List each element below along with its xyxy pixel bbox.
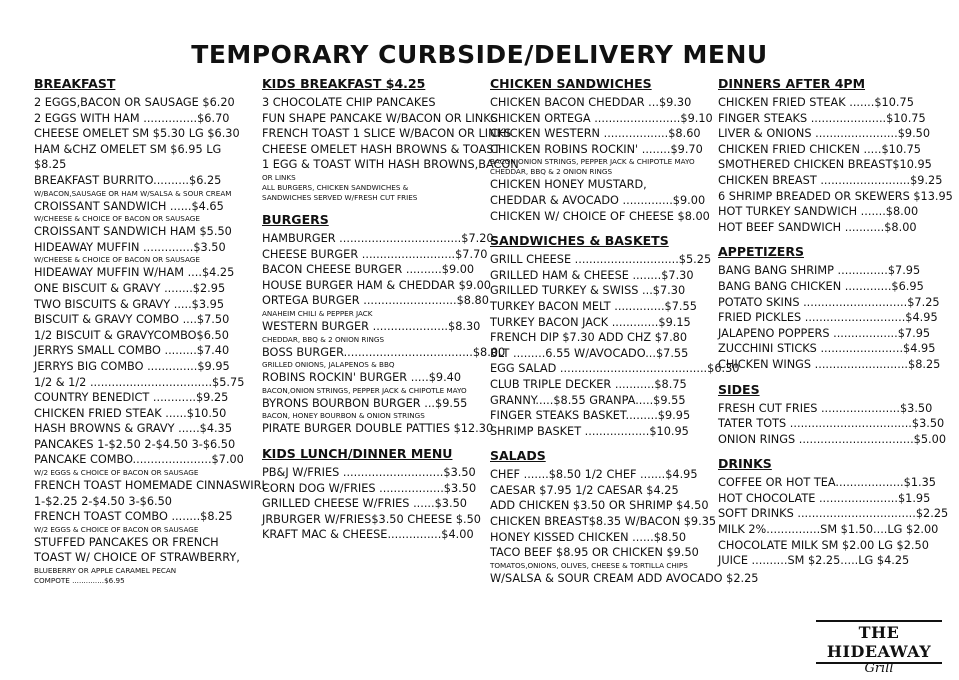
menu-item: TACO BEEF $8.95 OR CHICKEN $9.50 [490,546,699,560]
menu-item: GRILL CHEESE .............................$5.25 [490,253,712,267]
menu-item: HOUSE BURGER HAM & CHEDDAR $9.00 [262,278,491,292]
menu-item: HOT TURKEY SANDWICH .......$8.00 [718,205,919,219]
menu-item: ROBINS ROCKIN' BURGER .....$9.40 [262,371,462,385]
menu-item: BYRONS BOURBON BURGER ...$9.55 [262,396,468,410]
menu-item: MILK 2%...............SM $1.50....LG $2.00 [718,523,939,537]
menu-item: PIRATE BURGER DOUBLE PATTIES $12.30 [262,422,494,436]
menu-item: 2 EGGS WITH HAM ...............$6.70 [34,111,230,125]
menu-item: FRESH CUT FRIES ......................$3.50 [718,401,933,415]
menu-item: CHOCOLATE MILK SM $2.00 LG $2.50 [718,538,929,552]
item-note: CHEDDAR, BBQ & 2 ONION RINGS [490,167,613,177]
menu-item: CHICKEN FRIED STEAK .......$10.75 [718,96,914,109]
menu-item: HONEY KISSED CHICKEN ......$8.50 [490,530,687,544]
menu-item: HAMBURGER ..................................$7.20 [262,231,494,245]
menu-item: HASH BROWNS & GRAVY ......$4.35 [34,422,233,436]
menu-item: WESTERN BURGER .....................$8.30 [262,319,481,333]
menu-item: CHICKEN WINGS ..........................$8.25 [718,357,941,371]
menu-item: SHRIMP BASKET ..................$10.95 [490,424,689,438]
item-note: SANDWICHES SERVED W/FRESH CUT FRIES [262,192,418,202]
section-heading: KIDS LUNCH/DINNER MENU [262,445,453,461]
item-note: W/2 EGGS & CHOICE OF BACON OR SAUSAGE [34,468,199,478]
menu-item: FRIED PICKLES ............................$4.95 [718,311,938,325]
menu-item: CHICKEN FRIED STEAK ......$10.50 [34,406,227,420]
menu-column-4 [718,76,953,578]
menu-item: ZUCCHINI STICKS .......................$4.95 [718,342,936,356]
menu-item: ONION RINGS ................................$5.00 [718,432,947,446]
menu-item: 6 SHRIMP BREADED OR SKEWERS $13.95 [718,189,953,203]
menu-item: PANCAKES 1-$2.50 2-$4.50 3-$6.50 [34,437,236,451]
menu-item: FRENCH TOAST HOMEMADE CINNASWIRL [34,479,268,493]
section-heading: APPETIZERS [718,244,804,260]
menu-item: HIDEAWAY MUFFIN ..............$3.50 [34,240,226,254]
menu-item: CHICKEN W/ CHOICE OF CHEESE $8.00 [490,209,710,223]
menu-item: COFFEE OR HOT TEA...................$1.35 [718,476,936,490]
menu-item: TATER TOTS ..................................$3.50 [718,417,945,431]
menu-item: HOT BEEF SANDWICH ...........$8.00 [718,220,917,234]
item-note: TOMATOS,ONIONS, OLIVES, CHEESE & TORTILLA CHIPS [490,560,688,570]
menu-item: ORTEGA BURGER ..........................$8.80 [262,294,489,308]
item-note: W/2 EGGS & CHOICE OF BACON OR SAUSAGE [34,524,199,534]
item-note: ALL BURGERS, CHICKEN SANDWICHES & [262,182,409,192]
menu-item: FUN SHAPE PANCAKE W/BACON OR LINKS [262,111,498,125]
menu-item: CHICKEN FRIED CHICKEN .....$10.75 [718,142,921,156]
menu-item: CHICKEN BACON CHEDDAR ...$9.30 [490,96,692,109]
menu-item: TOAST W/ CHOICE OF STRAWBERRY, [34,551,240,565]
menu-section [718,244,941,372]
menu-item: TURKEY BACON JACK .............$9.15 [490,315,691,329]
menu-item: CROISSANT SANDWICH HAM $5.50 [34,225,232,239]
item-note: BLUEBERRY OR APPLE CARAMEL PECAN [34,566,177,576]
logo-sub-text: Grill [864,661,894,676]
menu-item: CAESAR $7.95 1/2 CAESAR $4.25 [490,483,679,497]
item-note: W/CHEESE & CHOICE OF BACON OR SAUSAGE [34,255,200,265]
menu-item: COUNTRY BENEDICT ............$9.25 [34,391,229,405]
menu-item: 2 EGGS,BACON OR SAUSAGE $6.20 [34,96,235,109]
menu-section [490,76,713,224]
menu-item: EGG SALAD .........................................$6.30 [490,362,740,376]
menu-item: CHICKEN WESTERN ..................$8.60 [490,127,701,141]
menu-item: CHICKEN BREAST$8.35 W/BACON $9.35 [490,515,717,529]
menu-item: JUICE ..........SM $2.25.....LG $4.25 [718,554,910,568]
menu-item: CHEESE OMELET HASH BROWNS & TOAST [262,142,501,156]
logo-main-text: THE HIDEAWAY [816,620,942,664]
menu-item: TWO BISCUITS & GRAVY .....$3.95 [34,297,225,311]
menu-item: $8.25 [34,158,67,172]
menu-item: CHEDDAR & AVOCADO ..............$9.00 [490,193,706,207]
menu-item: 1 EGG & TOAST WITH HASH BROWNS,BACON [262,158,519,172]
menu-item: FRENCH TOAST COMBO ........$8.25 [34,510,233,524]
menu-item: ADD CHICKEN $3.50 OR SHRIMP $4.50 [490,499,709,513]
menu-item: BANG BANG SHRIMP ..............$7.95 [718,264,921,278]
section-heading: BREAKFAST [34,76,116,91]
menu-item: GRILLED CHEESE W/FRIES ......$3.50 [262,497,467,511]
section-heading: SANDWICHES & BASKETS [490,233,669,249]
menu-column-1 [34,76,268,595]
item-note: ANAHEIM CHILI & PEPPER JACK [262,308,373,318]
menu-item: CORN DOG W/FRIES ..................$3.50 [262,481,477,495]
menu-item: KRAFT MAC & CHEESE...............$4.00 [262,528,474,542]
menu-item: 1/2 BISCUIT & GRAVYCOMBO$6.50 [34,328,229,342]
hideaway-grill-logo [816,620,942,676]
menu-item: CHEESE OMELET SM $5.30 LG $6.30 [34,127,240,141]
menu-item: PB&J W/FRIES ............................$3.50 [262,465,476,479]
menu-item: CROISSANT SANDWICH ......$4.65 [34,199,224,213]
menu-item: W/SALSA & SOUR CREAM ADD AVOCADO $2.25 [490,571,759,585]
section-heading: BURGERS [262,211,329,227]
menu-section [34,76,268,586]
menu-section [718,76,953,235]
section-heading: KIDS BREAKFAST $4.25 [262,76,426,91]
section-heading: SALADS [490,448,546,464]
menu-item: GRILLED HAM & CHEESE ........$7.30 [490,268,694,282]
menu-item: CHICKEN BREAST .........................$9.25 [718,173,943,187]
item-note: CHEDDAR, BBQ & 2 ONION RINGS [262,334,385,344]
menu-item: 1/2 & 1/2 ..................................$5.75 [34,375,245,389]
menu-item: CHEESE BURGER ..........................$7.70 [262,247,488,261]
menu-item: HAM &CHZ OMELET SM $6.95 LG [34,142,222,156]
menu-item: CHICKEN ROBINS ROCKIN' ........$9.70 [490,142,703,156]
menu-item: CLUB TRIPLE DECKER ...........$8.75 [490,377,687,391]
menu-item: LIVER & ONIONS .......................$9.50 [718,127,931,141]
item-note: OR LINKS [262,172,296,182]
menu-item: TURKEY BACON MELT ..............$7.55 [490,299,697,313]
menu-item: BREAKFAST BURRITO..........$6.25 [34,173,222,187]
menu-item: GRILLED TURKEY & SWISS ...$7.30 [490,284,686,298]
menu-item: FRENCH TOAST 1 SLICE W/BACON OR LINKS [262,127,512,141]
menu-item: 3 CHOCOLATE CHIP PANCAKES [262,96,436,109]
section-heading: DINNERS AFTER 4PM [718,76,866,91]
menu-item: CHEF .......$8.50 1/2 CHEF .......$4.95 [490,468,698,482]
item-note: W/BACON,SAUSAGE OR HAM W/SALSA & SOUR CREAM [34,188,232,198]
section-heading: DRINKS [718,456,772,472]
menu-item: POTATO SKINS .............................$7.25 [718,295,940,309]
menu-item: JERRYS SMALL COMBO .........$7.40 [34,344,230,358]
menu-title: TEMPORARY CURBSIDE/DELIVERY MENU [191,40,768,69]
menu-item: HOT CHOCOLATE ......................$1.95 [718,491,931,505]
menu-item: BOSS BURGER....................................$8.00 [262,345,506,359]
menu-section [262,445,481,543]
menu-item: ONE BISCUIT & GRAVY ........$2.95 [34,281,226,295]
item-note: BACON,ONION STRINGS, PEPPER JACK & CHIPOTLE MAYO [490,157,695,167]
menu-item: FINGER STEAKS .....................$10.75 [718,111,926,125]
menu-section [718,456,949,569]
item-note: BACON,ONION STRINGS, PEPPER JACK & CHIPOTLE MAYO [262,385,467,395]
menu-item: JERRYS BIG COMBO ..............$9.95 [34,359,230,373]
menu-item: BANG BANG CHICKEN .............$6.95 [718,279,924,293]
menu-item: 1-$2.25 2-$4.50 3-$6.50 [34,494,172,508]
menu-item: SOFT DRINKS .................................$2.25 [718,507,949,521]
menu-item: FRENCH DIP $7.30 ADD CHZ $7.80 [490,331,688,345]
menu-item: JALAPENO POPPERS ..................$7.95 [718,326,931,340]
menu-item: SMOTHERED CHICKEN BREAST$10.95 [718,158,932,172]
menu-item: BLT .........6.55 W/AVOCADO...$7.55 [490,346,689,360]
menu-item: CHICKEN HONEY MUSTARD, [490,178,647,192]
section-heading: SIDES [718,381,760,397]
menu-item: HIDEAWAY MUFFIN W/HAM ....$4.25 [34,266,235,280]
menu-item: FINGER STEAKS BASKET.........$9.95 [490,409,691,423]
menu-item: JRBURGER W/FRIES$3.50 CHEESE $.50 [262,512,481,526]
item-note: BACON, HONEY BOURBON & ONION STRINGS [262,411,425,421]
item-note: COMPOTE ..............$6.95 [34,576,125,586]
menu-item: GRANNY.....$8.55 GRANPA.....$9.55 [490,393,686,407]
menu-section [262,76,519,203]
menu-item: CHICKEN ORTEGA ........................$9.10 [490,111,713,125]
menu-item: STUFFED PANCAKES OR FRENCH [34,535,219,549]
menu-item: BISCUIT & GRAVY COMBO ....$7.50 [34,313,230,327]
menu-section [718,381,947,448]
section-heading: CHICKEN SANDWICHES [490,76,652,91]
item-note: W/CHEESE & CHOICE OF BACON OR SAUSAGE [34,214,200,224]
item-note: GRILLED ONIONS, JALAPENOS & BBQ [262,360,395,370]
menu-item: BACON CHEESE BURGER ..........$9.00 [262,263,475,277]
menu-item: PANCAKE COMBO......................$7.00 [34,453,244,467]
menu-section [262,211,506,437]
